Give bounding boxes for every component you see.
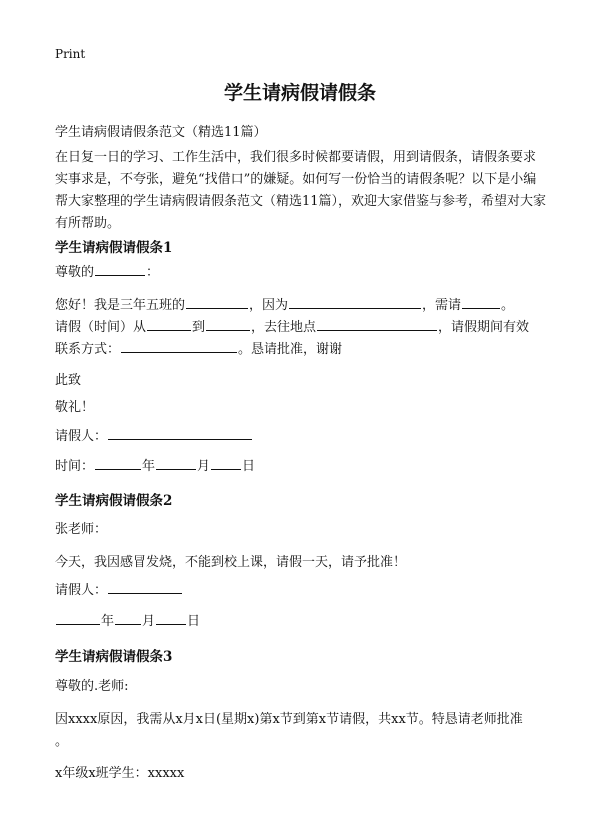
blank-line [206, 317, 250, 331]
intro-paragraph: 在日复一日的学习、工作生活中，我们很多时候都要请假，用到请假条，请假条要求实事求是，不夸张，避免“找借口”的嫌疑。如何写一份恰当的请假条呢？以下是小编帮大家整理的学生请病假请假条范文（精选11篇），欢迎大家借鉴与参考，希望对大家有所帮助。 [55, 150, 547, 231]
closing-line-2: 敬礼！ [55, 400, 95, 415]
blank-line [156, 611, 186, 625]
section-1-heading: 学生请病假请假条1 [55, 240, 173, 256]
month-label: 月 [142, 614, 156, 629]
body-text: 。恳请批准，谢谢 [238, 342, 343, 357]
body-text: 请假（时间）从 [55, 320, 147, 335]
blank-line [211, 456, 241, 470]
section-1-salutation [55, 262, 159, 284]
blank-line [108, 426, 252, 440]
section-2-salutation: 张老师： [55, 522, 108, 537]
print-label: Print [55, 47, 86, 61]
section-3-heading: 学生请病假请假条3 [55, 649, 173, 665]
year-label: 年 [101, 614, 115, 629]
body-text: ，请假期间有效 [438, 320, 530, 335]
section-3-body-line-1: 因xxxx原因，我需从x月x日(星期x)第x节到第x节请假，共xx节。特恳请老师批准 [55, 712, 523, 727]
applicant-line [55, 426, 253, 448]
body-text: ，去往地点 [251, 320, 317, 335]
body-text: 。 [501, 298, 515, 313]
time-label: 时间： [55, 459, 95, 474]
applicant-label: 请假人： [55, 583, 108, 598]
date-line [55, 456, 255, 478]
section-3-signature: x年级x班学生：xxxxx [55, 766, 185, 781]
salutation-suffix: ： [146, 265, 160, 280]
blank-line [186, 295, 248, 309]
day-label: 日 [242, 459, 256, 474]
closing-line-1: 此致 [55, 373, 82, 388]
body-text: 到 [192, 320, 206, 335]
section-2-date-line [55, 611, 200, 633]
body-text: ，因为 [249, 298, 289, 313]
section-1-body-line-1 [55, 295, 514, 317]
doc-subtitle: 学生请病假请假条范文（精选11篇） [55, 125, 267, 140]
body-text: ，需请 [422, 298, 462, 313]
year-label: 年 [142, 459, 156, 474]
blank-line [115, 611, 141, 625]
blank-line [462, 295, 500, 309]
section-1-body-line-3 [55, 339, 342, 361]
blank-line [289, 295, 421, 309]
blank-line [56, 611, 100, 625]
month-label: 月 [197, 459, 211, 474]
day-label: 日 [187, 614, 201, 629]
section-3-body-line-2: 。 [55, 734, 69, 749]
blank-line [108, 580, 182, 594]
blank-line [121, 339, 237, 353]
blank-line [147, 317, 191, 331]
section-1-body-line-2 [55, 317, 529, 339]
body-text: 联系方式： [55, 342, 121, 357]
body-text: 您好！我是三年五班的 [55, 298, 186, 313]
section-2-heading: 学生请病假请假条2 [55, 493, 173, 509]
blank-line [317, 317, 437, 331]
applicant-label: 请假人： [55, 429, 108, 444]
section-3-salutation: 尊敬的.老师: [55, 679, 129, 694]
blank-line [95, 456, 141, 470]
section-2-body: 今天，我因感冒发烧，不能到校上课，请假一天，请予批准！ [55, 555, 407, 570]
blank-line [156, 456, 196, 470]
page-title: 学生请病假请假条 [223, 82, 376, 104]
salutation-prefix: 尊敬的 [55, 265, 95, 280]
blank-line [95, 262, 145, 276]
section-2-applicant-line [55, 580, 183, 602]
